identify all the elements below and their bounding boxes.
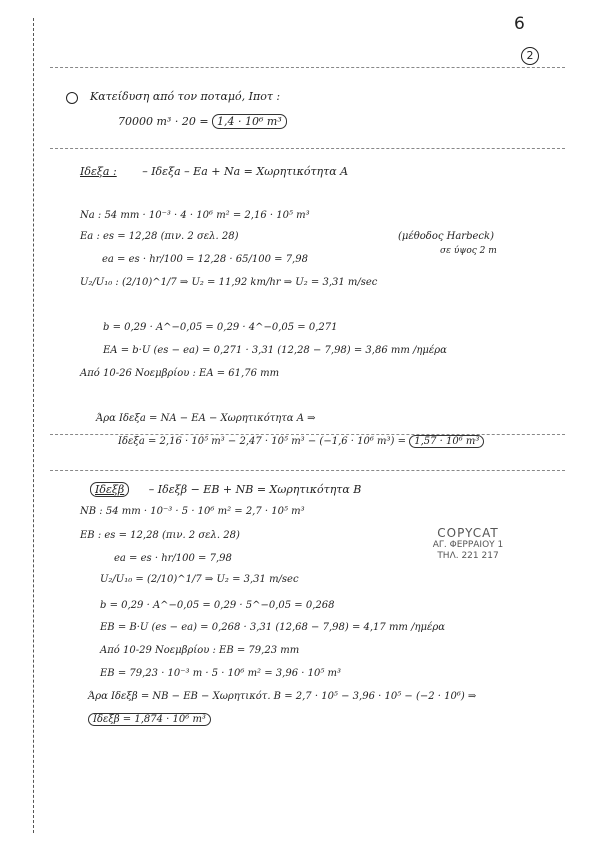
stamp-phone: ΤΗΛ. 221 217 [437, 551, 499, 561]
text-line: Άρα Iδεξβ = NB − EB − Χωρητικότ. B = 2,7 · 10⁵ − 3,96 · 10⁵ − (−2 · 10⁶) ⇒ [88, 691, 477, 702]
boxed-result: 1,4 · 10⁶ m³ [212, 114, 287, 129]
page-circle-number: 2 [521, 47, 539, 65]
text-line [118, 436, 484, 448]
text-line: EB = B·U (es − ea) = 0,268 · 3,31 (12,68 − 7,98) = 4,17 mm /ημέρα [100, 622, 445, 633]
copycat-stamp [408, 526, 528, 562]
separator-line [50, 67, 565, 68]
section-heading: Iδεξa : [80, 165, 117, 178]
text-line: Από 10-29 Νοεμβρίου : EB = 79,23 mm [100, 645, 300, 656]
text-line: EA = b·U (es − ea) = 0,271 · 3,31 (12,28 − 7,98) = 3,86 mm /ημέρα [103, 345, 447, 356]
text-line: U₂/U₁₀ : (2/10)^1/7 ⇒ U₂ = 11,92 km/hr ⇒ U₂ = 3,31 m/sec [80, 277, 378, 288]
stamp-name: COPYCAT [437, 526, 499, 540]
text-fragment: – Iδεξβ − EB + NB = Χωρητικότητα B [148, 483, 362, 496]
text-line [118, 116, 287, 128]
text-line [90, 484, 361, 496]
text-fragment: 70000 m³ · 20 = [118, 115, 209, 128]
page-number: 6 [514, 14, 525, 34]
text-line [88, 714, 211, 726]
text-line: ea = es · hr/100 = 12,28 · 65/100 = 7,98 [102, 254, 308, 265]
section-heading: Iδεξβ [90, 482, 129, 497]
text-line: σε ύψος 2 m [440, 246, 497, 256]
text-line: b = 0,29 · A^−0,05 = 0,29 · 4^−0,05 = 0,271 [103, 322, 338, 333]
text-line: U₂/U₁₀ = (2/10)^1/7 ⇒ U₂ = 3,31 m/sec [100, 574, 299, 585]
text-line: Ea : es = 12,28 (πιν. 2 σελ. 28) [80, 231, 239, 242]
boxed-result: Iδεξβ = 1,874 · 10⁶ m³ [88, 713, 211, 726]
circle-bullet-icon [66, 92, 78, 104]
separator-line [50, 148, 565, 149]
text-line: Από 10-26 Νοεμβρίου : EA = 61,76 mm [80, 368, 280, 379]
text-line: ea = es · hr/100 = 7,98 [114, 553, 232, 564]
text-line: NB : 54 mm · 10⁻³ · 5 · 10⁶ m² = 2,7 · 10⁵ m³ [80, 506, 305, 517]
text-line: b = 0,29 · A^−0,05 = 0,29 · 5^−0,05 = 0,268 [100, 600, 335, 611]
text-line: Άρα Iδεξa = NA − EA − Χωρητικότητα A ⇒ [96, 413, 316, 424]
margin-line [33, 18, 34, 833]
separator-line [50, 434, 565, 435]
text-line: EB = 79,23 · 10⁻³ m · 5 · 10⁶ m² = 3,96 · 10⁵ m³ [100, 668, 342, 679]
text-fragment: – Iδεξa – Ea + Na = Χωρητικότητα A [142, 165, 349, 178]
text-line: (μέθοδος Harbeck) [398, 231, 494, 242]
stamp-address: ΑΓ. ΦΕΡΡΑΙΟΥ 1 [432, 540, 504, 550]
text-line: EB : es = 12,28 (πιν. 2 σελ. 28) [80, 530, 240, 541]
text-line: Na : 54 mm · 10⁻³ · 4 · 10⁶ m² = 2,16 · 10⁵ m³ [80, 210, 310, 221]
text-fragment: Iδεξa = 2,16 · 10⁵ m³ − 2,47 · 10⁵ m³ − (−1,6 · 10⁶ m³) = [118, 436, 407, 447]
separator-line [50, 470, 565, 471]
text-line: Κατείδυση από τον ποταμό, Iποτ : [90, 90, 281, 103]
text-line [80, 166, 348, 178]
boxed-result: 1,57 · 10⁶ m³ [409, 435, 484, 448]
